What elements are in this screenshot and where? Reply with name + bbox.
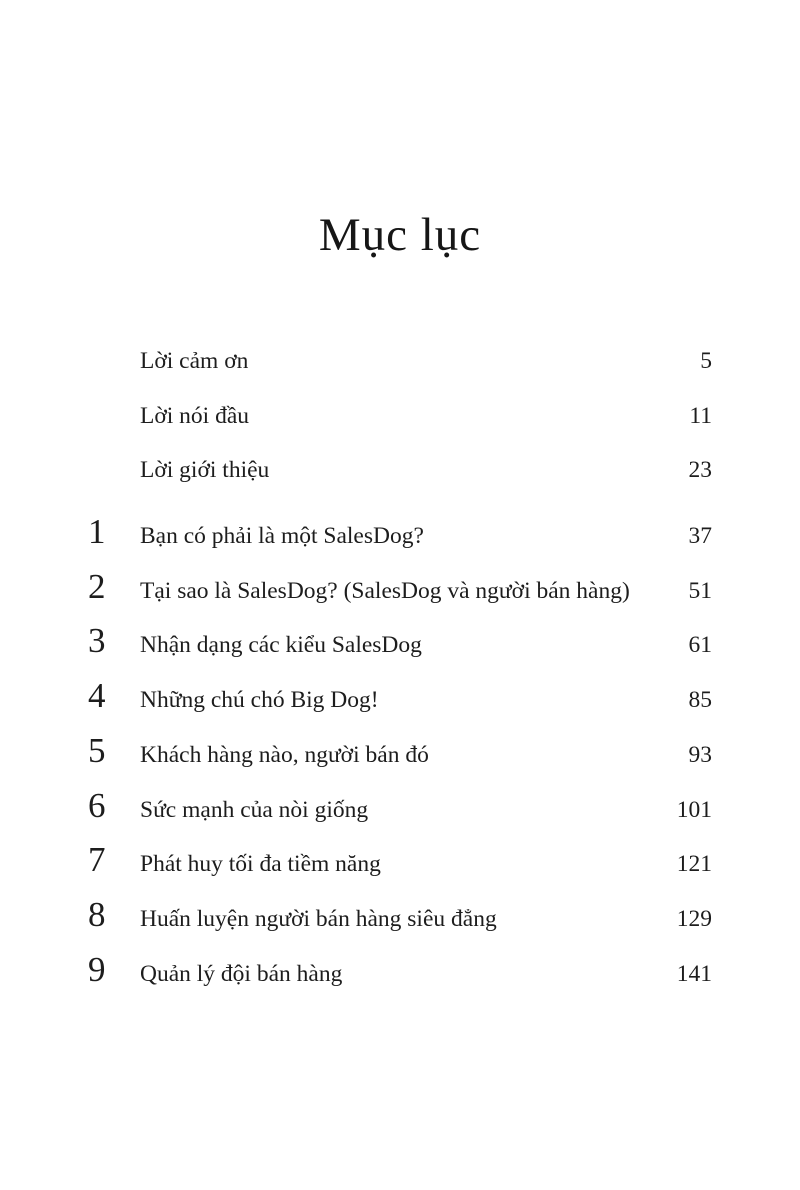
- toc-list: [88, 348, 712, 1004]
- entry-title: Quản lý đội bán hàng: [140, 960, 343, 987]
- toc-entry: [88, 731, 712, 786]
- entry-title: Huấn luyện người bán hàng siêu đẳng: [140, 905, 497, 932]
- entry-title: Lời nói đầu: [140, 402, 250, 429]
- entry-page-number: 5: [700, 348, 712, 374]
- entry-page-number: 61: [688, 632, 712, 659]
- entry-page-number: 37: [688, 523, 712, 550]
- toc-entry: [88, 457, 712, 512]
- entry-page-number: 23: [688, 457, 712, 484]
- chapter-number: 1: [88, 512, 106, 552]
- toc-entry: [88, 621, 712, 676]
- entry-title: Khách hàng nào, người bán đó: [140, 741, 429, 768]
- entry-page-number: 129: [676, 905, 712, 932]
- page-title: Mục lục: [318, 209, 482, 261]
- toc-entry: [88, 895, 712, 950]
- entry-title: Sức mạnh của nòi giống: [140, 796, 369, 823]
- entry-page-number: 141: [676, 960, 712, 987]
- chapter-number: 9: [88, 949, 106, 989]
- entry-title: Lời giới thiệu: [140, 457, 270, 484]
- toc-entry: [88, 403, 712, 458]
- chapter-number: 3: [88, 621, 106, 661]
- entry-page-number: 11: [689, 402, 712, 429]
- entry-page-number: 101: [676, 796, 712, 823]
- chapter-number: 8: [88, 894, 106, 934]
- entry-title: Tại sao là SalesDog? (SalesDog và người bán hàng): [140, 577, 630, 604]
- toc-entry: [88, 950, 712, 1005]
- toc-entry: [88, 348, 712, 403]
- chapter-number: 6: [88, 785, 106, 825]
- toc-entry: [88, 786, 712, 841]
- chapter-number: 5: [88, 730, 106, 770]
- chapter-number: 4: [88, 676, 106, 716]
- entry-title: Nhận dạng các kiểu SalesDog: [140, 632, 422, 659]
- entry-title: Bạn có phải là một SalesDog?: [140, 523, 424, 550]
- entry-title: Những chú chó Big Dog!: [140, 687, 379, 714]
- toc-entry: [88, 840, 712, 895]
- toc-entry: [88, 512, 712, 567]
- toc-entry: [88, 676, 712, 731]
- chapter-number: 2: [88, 566, 106, 606]
- entry-page-number: 51: [688, 577, 712, 604]
- entry-page-number: 85: [688, 687, 712, 714]
- entry-title: Phát huy tối đa tiềm năng: [140, 851, 381, 878]
- entry-page-number: 121: [676, 851, 712, 878]
- chapter-number: 7: [88, 840, 106, 880]
- entry-title: Lời cảm ơn: [140, 348, 249, 374]
- toc-entry: [88, 567, 712, 622]
- entry-page-number: 93: [688, 741, 712, 768]
